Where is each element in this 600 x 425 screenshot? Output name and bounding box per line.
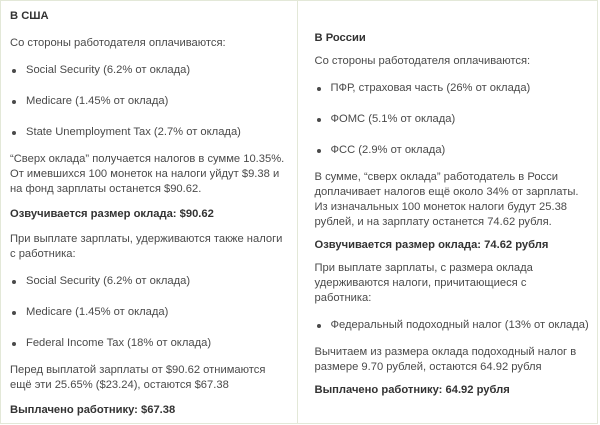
usa-column	[1, 1, 298, 423]
russia-paid-amount: Выплачено работнику: 64.92 рубля	[314, 384, 510, 396]
russia-employee-list	[315, 318, 598, 333]
list-item: Medicare (1.45% от оклада)	[10, 305, 297, 320]
usa-employee-list	[10, 274, 297, 351]
usa-paid-amount: Выплачено работнику: $67.38	[10, 404, 176, 416]
usa-employer-list	[10, 63, 297, 140]
list-item: ФОМС (5.1% от оклада)	[315, 112, 598, 127]
list-item: Social Security (6.2% от оклада)	[10, 63, 297, 78]
bullet-icon	[12, 69, 16, 73]
russia-heading: В России	[314, 32, 366, 44]
russia-over-salary-text: В сумме, “сверх оклада” работодатель в Росси доплачивает налогов ещё около 34% от зарплаты. Из изначальных 100 монеток налоги будут 25.38 рублей, и на зарплату останется 74.62 рубля.	[314, 171, 579, 228]
bullet-icon	[12, 100, 16, 104]
usa-employer-intro: Со стороны работодателя оплачиваются:	[10, 37, 226, 49]
bullet-icon	[317, 118, 321, 122]
bullet-icon	[12, 131, 16, 135]
list-item: Федеральный подоходный налог (13% от оклада)	[315, 318, 598, 333]
usa-heading: В США	[10, 10, 49, 22]
bullet-icon	[317, 87, 321, 91]
russia-deduction-text: Вычитаем из размера оклада подоходный налог в размере 9.70 рублей, остаются 64.92 рубля	[314, 346, 577, 373]
list-item: ПФР, страховая часть (26% от оклада)	[315, 81, 598, 96]
list-item: Federal Income Tax (18% от оклада)	[10, 336, 297, 351]
russia-announced-salary: Озвучивается размер оклада: 74.62 рубля	[314, 239, 549, 251]
usa-announced-salary: Озвучивается размер оклада: $90.62	[10, 208, 214, 220]
bullet-icon	[317, 149, 321, 153]
bullet-icon	[12, 342, 16, 346]
russia-employee-intro: При выплате зарплаты, с размера оклада удерживаются налоги, причитающиеся с работника:	[314, 262, 533, 304]
russia-column	[298, 1, 598, 423]
list-item: Social Security (6.2% от оклада)	[10, 274, 297, 289]
bullet-icon	[12, 311, 16, 315]
bullet-icon	[317, 324, 321, 328]
usa-employee-intro: При выплате зарплаты, удерживаются также налоги с работника:	[10, 233, 283, 260]
list-item: State Unemployment Tax (2.7% от оклада)	[10, 125, 297, 140]
list-item: Medicare (1.45% от оклада)	[10, 94, 297, 109]
list-item: ФСС (2.9% от оклада)	[315, 143, 598, 158]
usa-before-payout-text: Перед выплатой зарплаты от $90.62 отнимаются ещё эти 25.65% ($23.24), остаются $67.38	[10, 364, 266, 391]
russia-employer-list	[315, 81, 598, 158]
usa-over-salary-text: “Сверх оклада” получается налогов в сумме 10.35%. От имевшихся 100 монеток на налоги уйдут $9.38 и на фонд зарплаты останется $90.62.	[10, 153, 285, 195]
bullet-icon	[12, 280, 16, 284]
russia-employer-intro: Со стороны работодателя оплачиваются:	[314, 55, 531, 67]
